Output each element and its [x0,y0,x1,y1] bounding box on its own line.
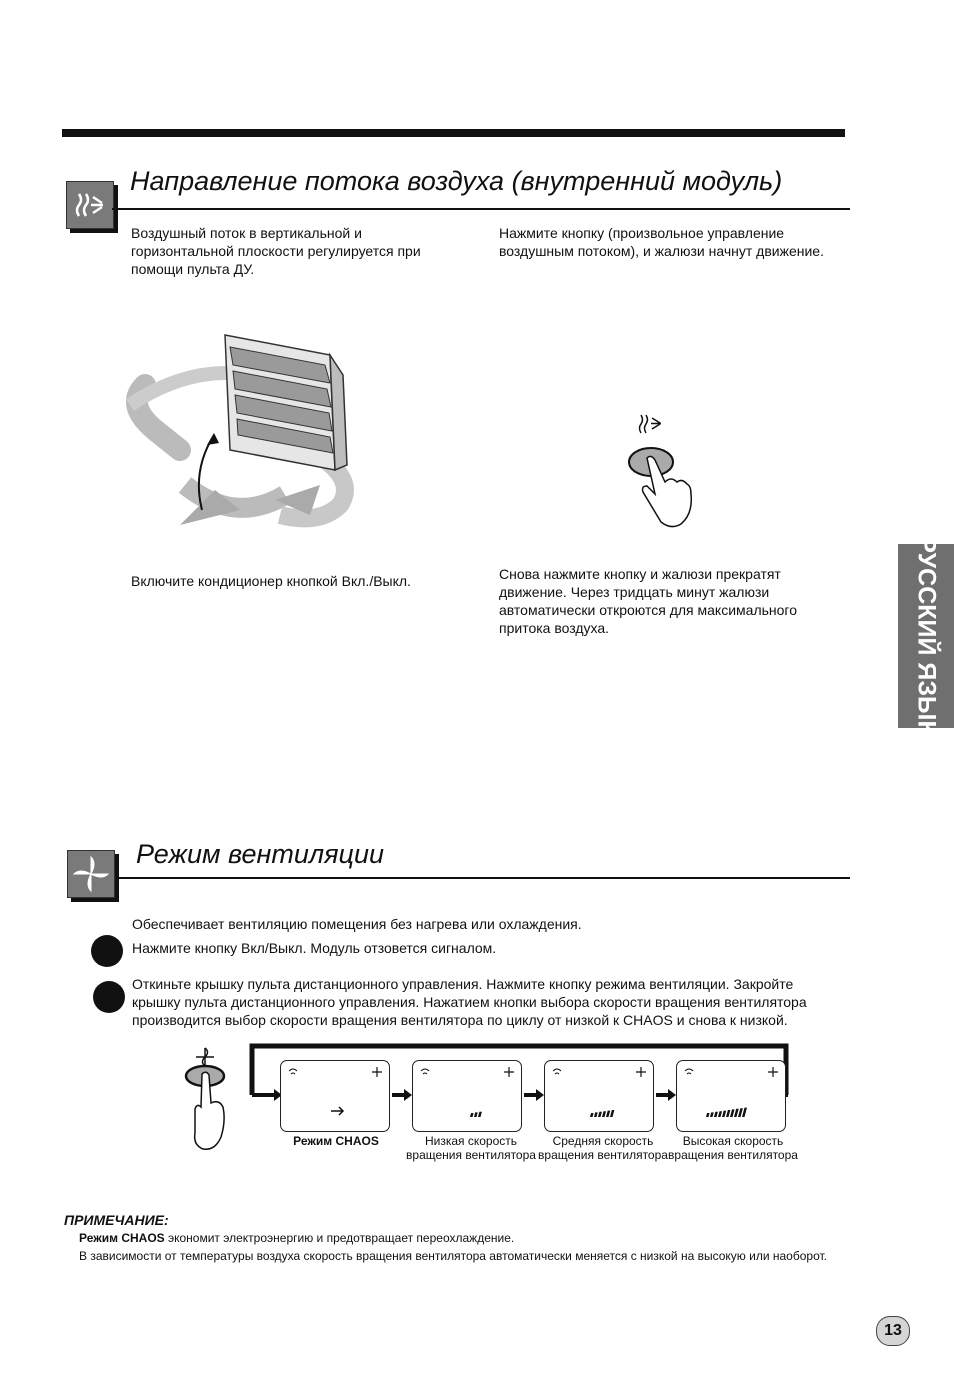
step2-bullet [93,981,125,1013]
text-line: производится выбор скорости вращения вентилятора по циклу от низкой к CHAOS и снова к низкой. [132,1012,788,1028]
section1-left-intro [131,224,461,278]
speed-bar [602,1111,606,1117]
note-line-2: В зависимости от температуры воздуха скорость вращения вентилятора автоматически меняется с низкой на высокую или наоборот. [79,1249,827,1263]
section1-title: Направление потока воздуха (внутренний модуль) [130,166,783,196]
language-tab [898,536,954,736]
top-rule [62,129,845,137]
caption-high [668,1134,798,1162]
text-line: автоматически откроются для максимального [499,602,798,618]
note-body [79,1229,879,1265]
fan-mode-icon [67,850,115,898]
section2-intro: Обеспечивает вентиляцию помещения без нагрева или охлаждения. [132,916,582,932]
note-title: ПРИМЕЧАНИЕ: [64,1212,169,1228]
speed-bar [598,1112,602,1117]
caption-line: вращения вентилятора [668,1148,798,1162]
note-bold: Режим CHAOS [79,1231,165,1245]
swing-button-illustration [623,410,713,535]
speed-bar [730,1109,735,1117]
section2-step2 [132,975,852,1029]
language-tab-label: РУССКИЙ ЯЗЫК [912,536,941,736]
caption-line: Высокая скорость [682,1134,784,1148]
text-line: Воздушный поток в вертикальной и [131,225,362,241]
display-medium [544,1060,654,1132]
speed-bar [478,1112,482,1117]
text-line: помощи пульта ДУ. [131,261,255,277]
caption-chaos [276,1134,396,1148]
text-line: притока воздуха. [499,620,610,636]
section2-underline [118,877,850,879]
section2-title: Режим вентиляции [136,839,385,869]
caption-line: вращения вентилятора [406,1148,536,1162]
text-line: Откиньте крышку пульта дистанционного управления. Нажмите кнопку режима вентиляции. Закройте [132,976,794,992]
text-line: Нажмите кнопку (произвольное управление [499,225,785,241]
indoor-unit-illustration [125,325,375,545]
caption-low [406,1134,536,1162]
speed-bar [734,1109,739,1117]
note-line-1 [79,1229,879,1247]
speed-bar [706,1113,710,1117]
caption-line: Низкая скорость [424,1134,518,1148]
text-line: движение. Через тридцать минут жалюзи [499,584,770,600]
text-line: крышку пульта дистанционного управления. Нажатием кнопки выбора скорости вращения вентилятора [132,994,807,1010]
text-line: Снова нажмите кнопку и жалюзи прекратят [499,566,781,582]
speed-bar [722,1111,726,1117]
section2-step1: Нажмите кнопку Вкл/Выкл. Модуль отзовется сигналом. [132,940,497,956]
speed-bar [474,1112,478,1117]
display-chaos [280,1060,390,1132]
speed-bar [606,1111,610,1117]
speed-bar [590,1113,594,1117]
text-line: воздушным потоком), и жалюзи начнут движение. [499,243,824,259]
speed-bar [718,1111,722,1117]
air-swing-icon [66,181,114,229]
speed-bar [594,1112,598,1117]
caption-line: Средняя скорость [552,1134,654,1148]
speed-bar [726,1110,730,1117]
section1-left-caption: Включите кондиционер кнопкой Вкл./Выкл. [131,573,411,589]
fan-speed-cycle-diagram [180,1040,810,1180]
caption-line: вращения вентилятора [538,1148,668,1162]
speed-bar [742,1108,747,1117]
speed-bar [610,1110,614,1117]
section1-right-caption [499,565,849,637]
speed-bar [738,1108,743,1117]
page-number: 13 [876,1316,910,1346]
note-rest: экономит электроэнергию и предотвращает переохлаждение. [164,1231,515,1245]
display-low [412,1060,522,1132]
text-line: горизонтальной плоскости регулируется при [131,243,421,259]
caption-medium [538,1134,668,1162]
speed-bar [470,1113,474,1117]
speed-bar [710,1112,714,1117]
caption-line: Режим CHAOS [293,1134,379,1148]
step1-bullet [91,935,123,967]
display-high [676,1060,786,1132]
section1-underline [112,208,850,210]
section1-right-intro [499,224,849,260]
speed-bar [714,1112,718,1117]
